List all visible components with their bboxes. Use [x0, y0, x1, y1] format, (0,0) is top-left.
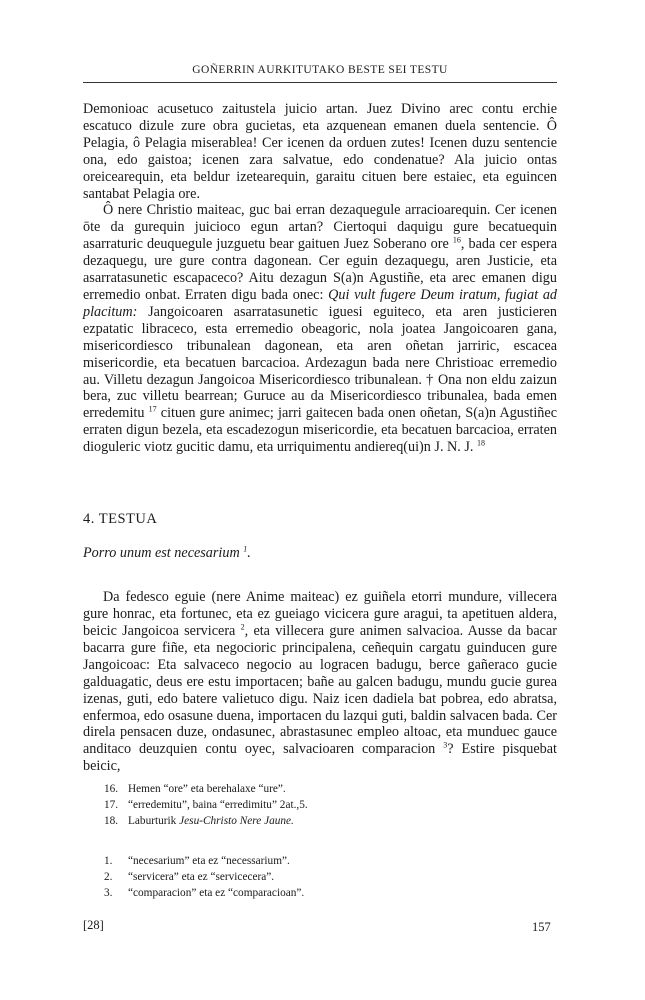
- text-span: ? Estire pisquebat beicic,: [83, 741, 557, 775]
- footnote-number: 17.: [104, 799, 119, 811]
- text-span: , bada cer espera dezaquegu, ure gure contra dagonean. Cer eguin dezaquegu, aren Justicie, eta asarratasunetic escapaceco? Aitu dezagun S(a)n Agustiñe, eta arec emanen digu erremedio onbat. Erraten digu bada onec:: [83, 236, 557, 303]
- latin-quote: Qui vult fugere Deum iratum, fugiat ad placitum:: [83, 286, 558, 320]
- footnote-ref-16: 16: [452, 235, 461, 245]
- footnote-17: [104, 797, 308, 813]
- footnote-18: [104, 813, 308, 829]
- text-span: cituen gure animec; jarri gaitecen bada onen oñetan, S(a)n Agustiñec erraten digun bezela, eta escadezogun misericordie, eta becatuen barcacioa, erraten dioguleric viotz gucitic damu, eta urriquimentu andiereq(ui)n J. N. J.: [83, 405, 557, 456]
- paragraph-3: [83, 589, 557, 775]
- footnote-number: 1.: [104, 855, 113, 867]
- footnote-ref-2: 2: [240, 622, 245, 632]
- footnote-ref-17: 17: [148, 404, 157, 414]
- footnote-number: 16.: [104, 783, 119, 795]
- footnote-number: 3.: [104, 887, 113, 899]
- text-span: , eta villecera gure animen salvacioa. Ausse da bacar bacarra gure fiñe, eta negocioric principalena, ceñequin cargatu guinducen gure Jangoicoac: Eta salvaceco negocio au logracen badugu, berce gañeraco gucie galduagatic, deus ere estu importacen; bañe au galcen badugu, mundu gucie gurea izenas, guti, edo batere valietuco digu. Naiz icen dadiela bat pobrea, edo abratsa, enfermoa, edo osasune duena, importacen du lazqui guti, baldin salvacen bada. Cer direla pensacen duze, ondasunec, abrastasunec empleo altoac, eta munduec gauce anditaco deuzquien contu oyec, salvacioaren comparacion: [83, 623, 558, 758]
- body-text-bottom: [83, 575, 557, 789]
- footnote-number: 18.: [104, 815, 119, 827]
- footnote-3: [104, 885, 304, 901]
- footnote-text: Hemen “ore” eta berehalaxe “ure”.: [128, 783, 286, 795]
- text-span: Jangoicoaren asarratasunetic iguesi eguiteco, eta aren justicieren ezpatatic libraceco, esta erremedio obeagoric, nola joatea Jangoicoaren gana, misericordiesco tribunalean dagonean, eta aren oñetan jarriric, escacea misericordie, eta becatuen barcacioa. Ardezagun bada nere Christioac erremedio au. Villetu dezagun Jangoicoa Misericordiesco tribunalean. † Ona non eldu zaizun bera, zuc villetu bearrean; Guruce au da Misericordiesco tribunalea, bada emen erredemitu: [83, 303, 558, 422]
- footnotes-group-a: [104, 781, 308, 829]
- running-header: GOÑERRIN AURKITUTAKO BESTE SEI TESTU: [192, 64, 448, 76]
- paragraph-1: Demonioac acusetuco zaitustela juicio artan. Juez Divino arec contu erchie escatuco dizule zure obra gucietas, eta azquenean emanen duela sentencie. Ô Pelagia, ô Pelagia miserablea! Cer icenen da orduen zutes! Icenen duzu sentencie ona, edo gaistoa; icenen zara salvatue, edo condenatue? Ala juicio ontas oreicearequin, eta beldur izetearequin, garaitu cituen bere estaiec, eta eguincen santabat Pelagia ore.: [83, 101, 557, 202]
- epigraph: [83, 545, 251, 562]
- footnote-1: [104, 853, 304, 869]
- footnote-ref-3: 3: [443, 740, 448, 750]
- footnotes-group-b: [104, 853, 304, 901]
- footnote-ref-1: 1: [243, 544, 248, 554]
- footnote-text: “servicera” eta ez “servicecera”.: [128, 871, 275, 883]
- section-title: 4. TESTUA: [83, 511, 158, 527]
- page-number: 157: [532, 920, 551, 934]
- footnote-text: “erredemitu”, baina “erredimitu” 2at.,5.: [128, 799, 308, 811]
- paragraph-2: [83, 202, 557, 456]
- page-ref: [28]: [83, 918, 104, 932]
- footnote-ref-18: 18: [477, 438, 485, 448]
- footnote-2: [104, 869, 304, 885]
- header-rule: [83, 82, 557, 83]
- footnote-text-italic: Jesu-Christo Nere Jaune.: [179, 815, 294, 827]
- epigraph-text: Porro unum est necesarium: [83, 545, 240, 561]
- footnote-text: Laburturik: [128, 815, 180, 827]
- footnote-text: “comparacion” eta ez “comparacioan”.: [128, 887, 305, 899]
- text-span: Da fedesco eguie (nere Anime maiteac) ez guiñela etorri mundure, villecera gure honrac, eta fortunec, eta ez gueiago vicicera gure aragui, ta apetituen aldera, beicic Jangoicoa servicera: [83, 589, 557, 639]
- footnote-16: [104, 781, 308, 797]
- text-span: Ô nere Christio maiteac, guc bai erran dezaquegule arracioarequin. Cer icenen ōte da gurequin juicioco egun artan? Ciertoqui daquigu gure becatuequin asarraturic deuquegule juzguetu bear gaituen Juez Soberano ore: [83, 202, 557, 253]
- footnote-number: 2.: [104, 871, 113, 883]
- body-text-top: [83, 101, 557, 456]
- footnote-text: “necesarium” eta ez “necessarium”.: [128, 855, 290, 867]
- epigraph-period: .: [247, 545, 251, 561]
